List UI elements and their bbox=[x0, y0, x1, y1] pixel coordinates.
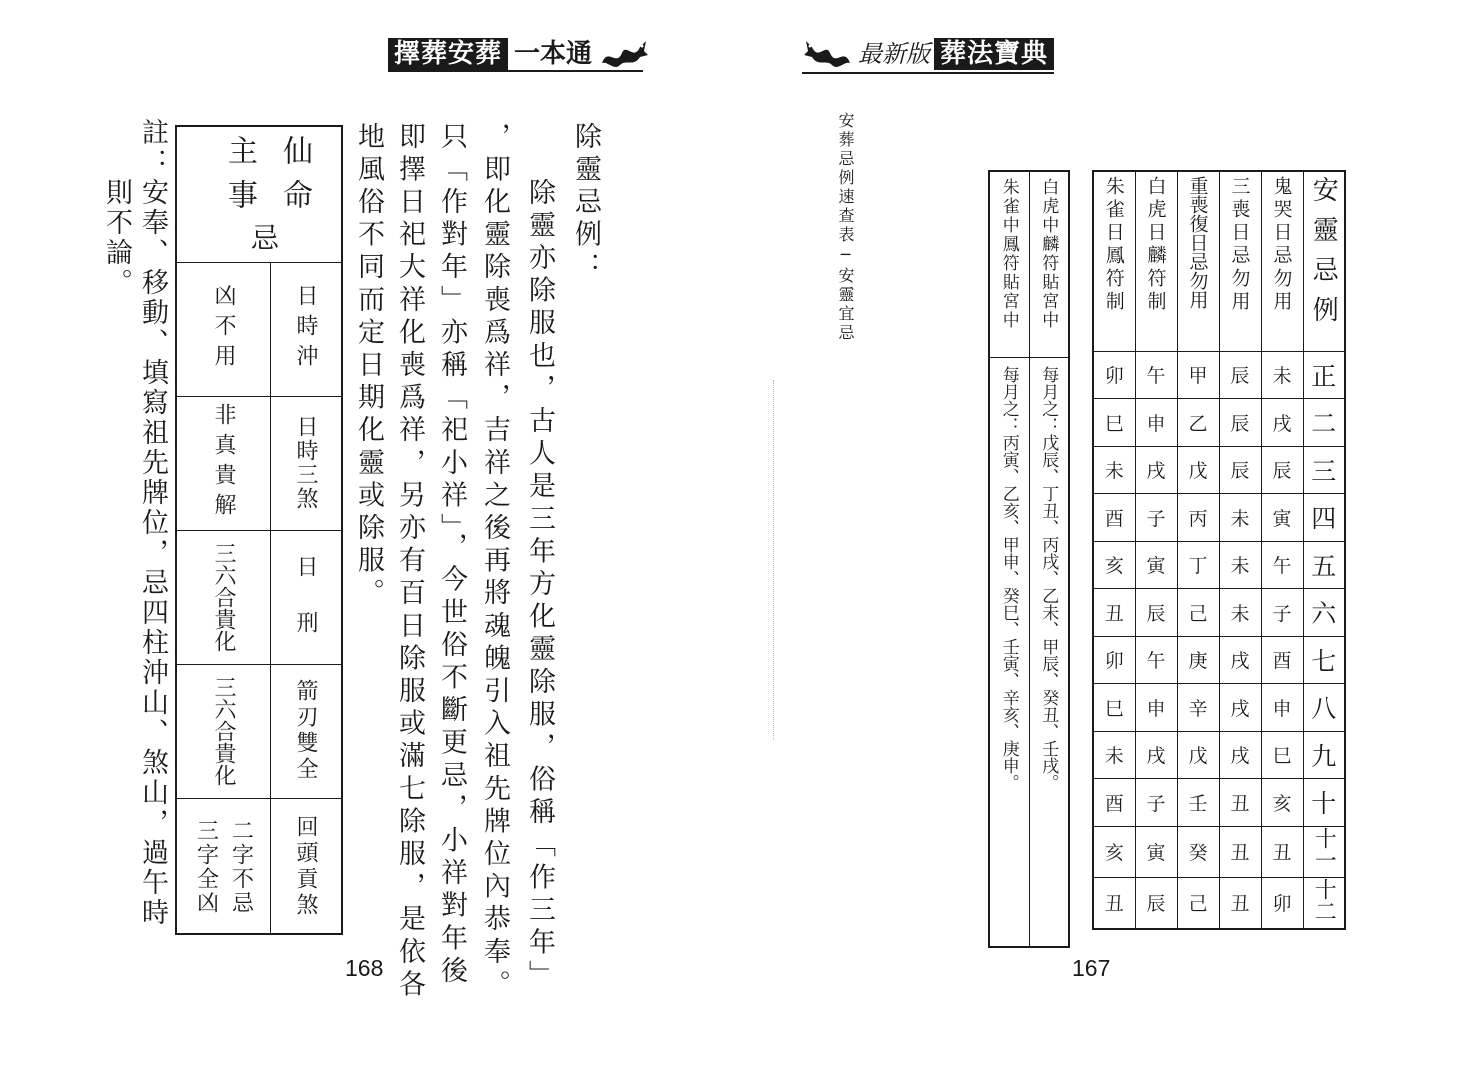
month-label: 正 bbox=[1303, 351, 1345, 399]
taboo-cell: 日時沖 bbox=[293, 284, 318, 374]
page-number-left: 168 bbox=[345, 955, 384, 981]
col-header: 重喪復日忌勿用 bbox=[1177, 171, 1219, 351]
table-title: 安靈忌例 bbox=[1303, 171, 1345, 351]
taboo-row bbox=[177, 530, 341, 665]
table-cell: 申 bbox=[1135, 399, 1177, 447]
month-label: 九 bbox=[1303, 731, 1345, 779]
table-cell: 未 bbox=[1219, 494, 1261, 542]
note-line-2: 則不論。 bbox=[101, 178, 132, 298]
table-cell: 辛 bbox=[1177, 684, 1219, 732]
taboo-cell: 日 刑 bbox=[293, 555, 318, 639]
table-cell: 午 bbox=[1135, 351, 1177, 399]
taboo-table-title bbox=[177, 127, 341, 263]
taboo-cell: 三六合貴化 bbox=[211, 542, 236, 652]
table-cell: 未 bbox=[1219, 541, 1261, 589]
right-header-italic-title: 最新版 bbox=[858, 40, 930, 68]
table-cell: 庚 bbox=[1177, 636, 1219, 684]
table-cell: 午 bbox=[1135, 636, 1177, 684]
taboo-cell: 日時三煞 bbox=[293, 415, 318, 511]
table-cell: 寅 bbox=[1261, 494, 1303, 542]
table-cell: 卯 bbox=[1093, 636, 1135, 684]
taboo-cell: 箭刃雙全 bbox=[293, 679, 318, 783]
taboo-title-right: 仙命 bbox=[277, 135, 312, 223]
table-cell: 丑 bbox=[1093, 877, 1135, 929]
taboo-cell: 回頭貢煞 bbox=[293, 814, 318, 919]
paragraph-2: ，即化靈除喪爲祥，吉祥之後再將魂魄引入祖先牌位內恭奉。 bbox=[479, 122, 510, 1003]
table-cell: 未 bbox=[1093, 446, 1135, 494]
taboo-row bbox=[177, 664, 341, 799]
taboo-cell: 三六合貴化 bbox=[211, 676, 236, 786]
table-cell: 戌 bbox=[1261, 399, 1303, 447]
table-cell: 丑 bbox=[1219, 779, 1261, 827]
table-cell: 子 bbox=[1135, 779, 1177, 827]
table-cell: 己 bbox=[1177, 877, 1219, 929]
sub-data-cell: 每月之：丙寅、乙亥、甲申、癸巳、壬寅、辛亥、庚申。 bbox=[989, 357, 1029, 947]
taboo-cell: 凶不用 bbox=[211, 284, 236, 374]
table-cell: 辰 bbox=[1219, 351, 1261, 399]
dragon-icon bbox=[802, 37, 854, 71]
taboo-cell: 三字全凶 bbox=[193, 818, 219, 915]
table-cell: 申 bbox=[1261, 684, 1303, 732]
sub-header-cell: 白虎中麟符貼宮中 bbox=[1029, 171, 1069, 357]
table-cell: 寅 bbox=[1135, 826, 1177, 877]
month-label: 三 bbox=[1303, 446, 1345, 494]
paragraph-1: 除靈亦除服也，古人是三年方化靈除服，俗稱「作三年」 bbox=[524, 178, 555, 993]
side-caption: 安葬忌例速查表─安靈宜忌 bbox=[836, 112, 855, 343]
table-cell: 亥 bbox=[1261, 779, 1303, 827]
taboo-table bbox=[175, 125, 343, 935]
taboo-title-bottom: 忌 bbox=[247, 223, 280, 251]
left-header-rule bbox=[388, 70, 643, 72]
table-cell: 亥 bbox=[1093, 826, 1135, 877]
table-cell: 卯 bbox=[1261, 877, 1303, 929]
taboo-title-left: 主事 bbox=[222, 135, 257, 223]
table-cell: 丑 bbox=[1093, 589, 1135, 637]
table-cell: 酉 bbox=[1093, 779, 1135, 827]
month-label: 五 bbox=[1303, 541, 1345, 589]
left-header-boxed-title: 擇葬安葬 bbox=[388, 38, 508, 70]
taboo-row bbox=[177, 798, 341, 935]
month-label: 十 bbox=[1303, 779, 1345, 827]
table-cell: 乙 bbox=[1177, 399, 1219, 447]
table-cell: 戌 bbox=[1219, 636, 1261, 684]
right-header-boxed-title: 葬法寶典 bbox=[934, 38, 1054, 70]
table-cell: 辰 bbox=[1135, 589, 1177, 637]
table-cell: 辰 bbox=[1135, 877, 1177, 929]
table-cell: 未 bbox=[1219, 589, 1261, 637]
table-cell: 丁 bbox=[1177, 541, 1219, 589]
col-header: 朱雀日鳳符制 bbox=[1093, 171, 1135, 351]
month-label: 十一 bbox=[1303, 826, 1345, 877]
table-cell: 寅 bbox=[1135, 541, 1177, 589]
left-header bbox=[388, 36, 650, 72]
right-header bbox=[802, 36, 1054, 72]
month-label: 十二 bbox=[1303, 877, 1345, 929]
table-cell: 未 bbox=[1093, 731, 1135, 779]
table-cell: 戌 bbox=[1135, 446, 1177, 494]
table-cell: 癸 bbox=[1177, 826, 1219, 877]
table-cell: 辰 bbox=[1219, 399, 1261, 447]
month-label: 四 bbox=[1303, 494, 1345, 542]
table-cell: 戊 bbox=[1177, 446, 1219, 494]
table-cell: 未 bbox=[1261, 351, 1303, 399]
table-cell: 辰 bbox=[1261, 446, 1303, 494]
paragraph-3: 只「作對年」亦稱「祀小祥」，今世俗不斷更忌，小祥對年後 bbox=[436, 122, 467, 989]
month-label: 六 bbox=[1303, 589, 1345, 637]
right-page bbox=[742, 0, 1484, 1080]
table-cell: 戊 bbox=[1177, 731, 1219, 779]
table-cell: 酉 bbox=[1261, 636, 1303, 684]
table-cell: 戌 bbox=[1219, 684, 1261, 732]
table-cell: 巳 bbox=[1093, 399, 1135, 447]
table-cell: 巳 bbox=[1261, 731, 1303, 779]
dragon-icon bbox=[598, 37, 650, 71]
note-line-1: 註：安奉、移動、填寫祖先牌位，忌四柱沖山、煞山，過午時 bbox=[137, 118, 168, 928]
table-cell: 酉 bbox=[1093, 494, 1135, 542]
table-cell: 甲 bbox=[1177, 351, 1219, 399]
page-number-right: 167 bbox=[1072, 955, 1111, 981]
taboo-row bbox=[177, 396, 341, 531]
taboo-cell: 非真貴解 bbox=[211, 403, 236, 523]
table-cell: 申 bbox=[1135, 684, 1177, 732]
table-cell: 丙 bbox=[1177, 494, 1219, 542]
left-header-plain-title: 一本通 bbox=[514, 39, 593, 69]
table-cell: 亥 bbox=[1093, 541, 1135, 589]
table-cell: 卯 bbox=[1093, 351, 1135, 399]
table-cell: 子 bbox=[1261, 589, 1303, 637]
table-cell: 丑 bbox=[1219, 826, 1261, 877]
month-label: 七 bbox=[1303, 636, 1345, 684]
col-header: 鬼哭日忌勿用 bbox=[1261, 171, 1303, 351]
symbol-placement-table bbox=[988, 170, 1070, 948]
table-cell: 子 bbox=[1135, 494, 1177, 542]
table-cell: 己 bbox=[1177, 589, 1219, 637]
paragraph-5: 地風俗不同而定日期化靈或除服。 bbox=[353, 122, 384, 611]
table-cell: 巳 bbox=[1093, 684, 1135, 732]
sub-data-cell: 每月之：戊辰、丁丑、丙戌、乙未、甲辰、癸丑、壬戌。 bbox=[1029, 357, 1069, 947]
month-label: 二 bbox=[1303, 399, 1345, 447]
table-cell: 戌 bbox=[1219, 731, 1261, 779]
table-cell: 壬 bbox=[1177, 779, 1219, 827]
taboo-row bbox=[177, 262, 341, 397]
month-label: 八 bbox=[1303, 684, 1345, 732]
table-cell: 丑 bbox=[1261, 826, 1303, 877]
sub-header-cell: 朱雀中鳳符貼宮中 bbox=[989, 171, 1029, 357]
col-header: 三喪日忌勿用 bbox=[1219, 171, 1261, 351]
table-cell: 午 bbox=[1261, 541, 1303, 589]
taboo-cell: 二字不忌 bbox=[228, 818, 254, 915]
table-cell: 戌 bbox=[1135, 731, 1177, 779]
table-cell: 辰 bbox=[1219, 446, 1261, 494]
right-header-rule bbox=[802, 72, 1054, 74]
col-header: 白虎日麟符制 bbox=[1135, 171, 1177, 351]
section-title: 除靈忌例： bbox=[570, 122, 601, 285]
table-cell: 丑 bbox=[1219, 877, 1261, 929]
spirit-taboo-table bbox=[1092, 170, 1346, 930]
paragraph-4: 即擇日祀大祥化喪爲祥，另亦有百日除服或滿七除服，是依各 bbox=[394, 122, 425, 1003]
